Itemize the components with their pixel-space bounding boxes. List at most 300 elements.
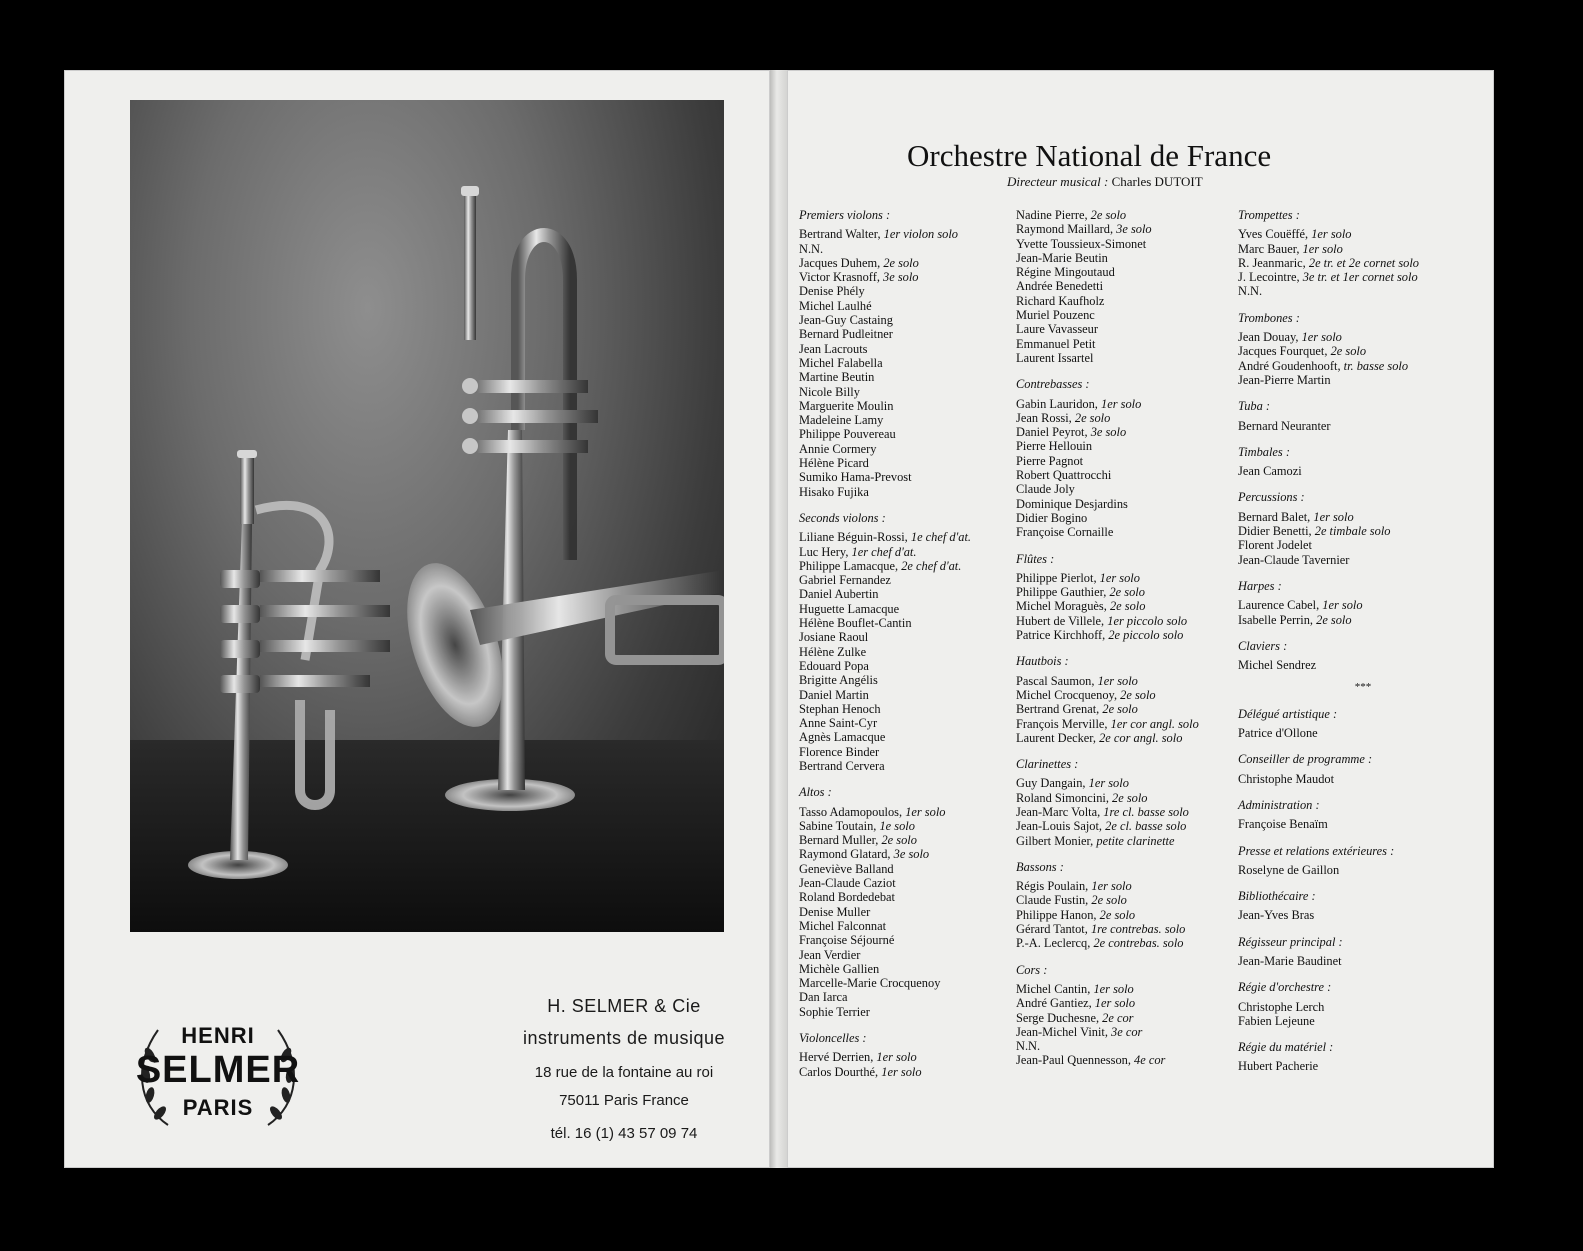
member-row: [799, 573, 1014, 587]
member-row: [799, 745, 1014, 759]
member-name: Michel Falabella: [799, 355, 883, 370]
member-row: [1016, 879, 1236, 893]
roster-section: [1016, 377, 1236, 539]
member-row: [1016, 982, 1236, 996]
member-row: [1016, 497, 1236, 511]
member-role: 2e solo: [1112, 790, 1148, 805]
member-name: Anne Saint-Cyr: [799, 716, 878, 731]
member-row: [799, 559, 1014, 573]
member-role: 1er solo: [1088, 776, 1129, 791]
member-row: [799, 673, 1014, 687]
member-name: Jean-Claude Caziot: [799, 876, 896, 891]
member-row: [799, 270, 1014, 284]
member-name: Pierre Hellouin: [1016, 439, 1093, 454]
member-row: [1016, 614, 1236, 628]
member-role: 2e cl. basse solo: [1105, 819, 1187, 834]
roster-section: [1238, 399, 1488, 433]
member-name: Bertrand Grenat,: [1016, 702, 1100, 717]
member-name: Emmanuel Petit: [1016, 336, 1096, 351]
member-role: 2e solo: [883, 255, 919, 270]
member-row: [799, 545, 1014, 559]
roster-section: [1238, 1040, 1488, 1074]
member-row: [799, 819, 1014, 833]
logo-word-selmer: SELMER: [135, 1049, 301, 1091]
member-role: 1er solo: [1101, 396, 1142, 411]
member-role: 1er solo: [1322, 598, 1363, 613]
member-row: [1238, 1059, 1488, 1073]
member-role: 1er solo: [1093, 981, 1134, 996]
member-row: [799, 1005, 1014, 1019]
member-name: Marc Bauer,: [1238, 241, 1300, 256]
member-row: [799, 659, 1014, 673]
member-row: [1238, 330, 1488, 344]
member-role: 2e solo: [1091, 893, 1127, 908]
member-row: [799, 399, 1014, 413]
member-name: Bertrand Walter,: [799, 227, 881, 242]
member-name: Denise Phély: [799, 284, 865, 299]
member-row: [799, 716, 1014, 730]
member-row: [1016, 294, 1236, 308]
member-row: [799, 962, 1014, 976]
member-name: Hélène Bouflet-Cantin: [799, 616, 912, 631]
member-name: Gérard Tantot,: [1016, 922, 1088, 937]
member-name: Dominique Desjardins: [1016, 496, 1128, 511]
ad-phone: tél. 16 (1) 43 57 09 74: [550, 1125, 698, 1142]
member-row: [799, 905, 1014, 919]
logo-word-henri: HENRI: [181, 1023, 255, 1048]
member-name: R. Jeanmaric,: [1238, 255, 1306, 270]
member-name: Huguette Lamacque: [799, 601, 900, 616]
member-row: [1016, 397, 1236, 411]
member-row: [1238, 1014, 1488, 1028]
member-name: Brigitte Angélis: [799, 673, 878, 688]
member-name: Philippe Hanon,: [1016, 907, 1097, 922]
member-row: [1238, 464, 1488, 478]
member-name: Régine Mingoutaud: [1016, 265, 1115, 280]
member-row: [1016, 308, 1236, 322]
member-name: Daniel Aubertin: [799, 587, 879, 602]
member-role: 2e chef d'at.: [901, 558, 962, 573]
roster-section: [1238, 935, 1488, 969]
member-name: Laurence Cabel,: [1238, 598, 1320, 613]
ad-company: H. SELMER & Cie: [547, 996, 701, 1016]
member-role: 2e timbale solo: [1314, 524, 1391, 539]
member-name: Roland Simoncini,: [1016, 790, 1109, 805]
member-row: [1016, 482, 1236, 496]
member-row: [1016, 351, 1236, 365]
member-row: [1238, 419, 1488, 433]
roster-section: [1238, 639, 1488, 673]
member-row: [1238, 553, 1488, 567]
member-name: Pierre Pagnot: [1016, 453, 1084, 468]
member-role: 3e solo: [883, 270, 919, 285]
member-role: 2e solo: [1109, 585, 1145, 600]
member-name: Richard Kaufholz: [1016, 293, 1105, 308]
member-name: Bernard Balet,: [1238, 509, 1311, 524]
member-name: Raymond Maillard,: [1016, 222, 1114, 237]
member-name: Sabine Toutain,: [799, 818, 877, 833]
member-row: [1016, 688, 1236, 702]
roster-section: [1016, 757, 1236, 848]
cornet: [389, 551, 724, 739]
director-role: Directeur musical :: [1007, 174, 1109, 189]
member-row: [799, 847, 1014, 861]
member-role: 2e tr. et 2e cornet solo: [1308, 255, 1420, 270]
member-name: Robert Quattrocchi: [1016, 468, 1112, 483]
member-row: [799, 442, 1014, 456]
member-row: [1016, 222, 1236, 236]
member-name: Serge Duchesne,: [1016, 1010, 1100, 1025]
roster-section: [1238, 980, 1488, 1028]
member-role: 1er solo: [881, 1064, 922, 1079]
member-name: Annie Cormery: [799, 441, 877, 456]
director-name: Charles DUTOIT: [1111, 174, 1203, 189]
member-name: Laurent Decker,: [1016, 730, 1096, 745]
member-row: [799, 427, 1014, 441]
member-row: [799, 299, 1014, 313]
roster-section: [1238, 707, 1488, 741]
member-row: [1238, 817, 1488, 831]
member-row: [1238, 772, 1488, 786]
section-heading: Flûtes :: [1016, 551, 1055, 566]
member-row: [1016, 237, 1236, 251]
member-role: 3e solo: [1116, 222, 1152, 237]
member-name: Michel Crocquenoy,: [1016, 687, 1118, 702]
roster-column-1: [799, 208, 1014, 1091]
member-row: [1016, 468, 1236, 482]
member-row: [1016, 511, 1236, 525]
member-row: [1016, 279, 1236, 293]
roster-section: [1238, 889, 1488, 923]
member-row: [799, 876, 1014, 890]
member-name: Isabelle Perrin,: [1238, 612, 1314, 627]
member-row: [1016, 628, 1236, 642]
page-title: Orchestre National de France: [907, 138, 1272, 173]
member-name: Florence Binder: [799, 744, 880, 759]
member-name: Gilbert Monier,: [1016, 833, 1094, 848]
member-role: 1er violon solo: [883, 227, 958, 242]
trumpets-photo: [130, 100, 724, 932]
section-heading: Régie du matériel :: [1238, 1040, 1334, 1055]
section-heading: Conseiller de programme :: [1238, 752, 1373, 767]
member-row: [1016, 208, 1236, 222]
member-row: [1016, 908, 1236, 922]
member-row: [799, 413, 1014, 427]
member-row: [799, 356, 1014, 370]
member-row: [799, 485, 1014, 499]
section-heading: Seconds violons :: [799, 510, 886, 525]
member-role: 1er solo: [905, 804, 946, 819]
member-name: Nicole Billy: [799, 384, 860, 399]
member-name: Philippe Gauthier,: [1016, 585, 1107, 600]
member-row: [1238, 344, 1488, 358]
member-role: 3e solo: [1090, 425, 1127, 440]
roster-section: [1238, 844, 1488, 878]
member-role: tr. basse solo: [1343, 358, 1409, 373]
member-name: Geneviève Balland: [799, 861, 894, 876]
section-heading: Presse et relations extérieures :: [1238, 843, 1395, 858]
member-name: Michel Sendrez: [1238, 658, 1317, 673]
book-gutter: [770, 70, 787, 1168]
member-name: Jacques Fourquet,: [1238, 344, 1328, 359]
member-row: [1016, 599, 1236, 613]
member-row: [1016, 819, 1236, 833]
member-name: Bernard Muller,: [799, 833, 879, 848]
section-heading: Percussions :: [1238, 490, 1305, 505]
member-row: [1016, 776, 1236, 790]
section-heading: Cors :: [1016, 962, 1048, 977]
member-name: Yvette Toussieux-Simonet: [1016, 236, 1147, 251]
member-role: petite clarinette: [1096, 833, 1175, 848]
member-role: 1er cor angl. solo: [1110, 716, 1199, 731]
member-role: 1er solo: [1091, 879, 1132, 894]
member-name: Edouard Popa: [799, 658, 869, 673]
member-row: [799, 890, 1014, 904]
roster-section: [799, 1031, 1014, 1079]
roster-section: [1238, 445, 1488, 479]
right-page: [787, 70, 1494, 1168]
member-row: [799, 862, 1014, 876]
member-row: [1016, 1039, 1236, 1053]
member-row: [1016, 1011, 1236, 1025]
member-role: 1e chef d'at.: [910, 530, 971, 545]
member-row: [1016, 425, 1236, 439]
member-name: Bertrand Cervera: [799, 758, 885, 773]
section-heading: Claviers :: [1238, 638, 1288, 653]
member-name: Agnès Lamacque: [799, 730, 886, 745]
member-role: 1er solo: [1097, 673, 1138, 688]
member-name: Jacques Duhem,: [799, 255, 881, 270]
member-row: [1016, 805, 1236, 819]
member-name: Philippe Lamacque,: [799, 558, 899, 573]
member-row: [799, 730, 1014, 744]
roster-column-2: [1016, 208, 1236, 1080]
member-name: Jean Camozi: [1238, 464, 1302, 479]
member-name: Sumiko Hama-Prevost: [799, 470, 912, 485]
member-name: N.N.: [1016, 1039, 1041, 1054]
member-name: Michel Cantin,: [1016, 981, 1091, 996]
member-row: [799, 284, 1014, 298]
member-role: 2e solo: [881, 833, 917, 848]
roster-section: [1238, 579, 1488, 627]
member-role: 2e contrebas. solo: [1093, 936, 1184, 951]
member-row: [1016, 571, 1236, 585]
roster-section: [1238, 208, 1488, 299]
member-name: Florent Jodelet: [1238, 538, 1312, 553]
member-row: [799, 602, 1014, 616]
member-name: Luc Hery,: [799, 544, 849, 559]
member-name: Patrice d'Ollone: [1238, 726, 1318, 741]
member-row: [799, 385, 1014, 399]
member-name: Nadine Pierre,: [1016, 208, 1088, 222]
member-row: [799, 702, 1014, 716]
member-name: Daniel Peyrot,: [1016, 425, 1088, 440]
member-row: [1016, 1053, 1236, 1067]
member-name: Jean-Marie Beutin: [1016, 250, 1108, 265]
member-role: 2e cor: [1102, 1010, 1134, 1025]
section-heading: Hautbois :: [1016, 654, 1069, 669]
member-name: André Goudenhooft,: [1238, 358, 1341, 373]
member-row: [1238, 242, 1488, 256]
roster-section: [1016, 860, 1236, 951]
member-name: Françoise Séjourné: [799, 933, 895, 948]
section-heading: Clarinettes :: [1016, 757, 1079, 772]
member-role: 1er piccolo solo: [1107, 613, 1188, 628]
member-row: [799, 242, 1014, 256]
member-name: Fabien Lejeune: [1238, 1013, 1315, 1028]
member-name: Claude Fustin,: [1016, 893, 1089, 908]
member-name: Gabin Lauridon,: [1016, 396, 1098, 411]
member-row: [799, 630, 1014, 644]
member-row: [1016, 674, 1236, 688]
roster-section: [1238, 798, 1488, 832]
member-name: Didier Bogino: [1016, 510, 1088, 525]
member-name: Hélène Picard: [799, 456, 869, 471]
section-heading: Violoncelles :: [799, 1031, 867, 1046]
member-name: Madeleine Lamy: [799, 413, 884, 428]
section-heading: Timbales :: [1238, 444, 1290, 459]
member-row: [799, 227, 1014, 241]
member-row: [799, 342, 1014, 356]
member-name: Jean-Marie Baudinet: [1238, 953, 1342, 968]
member-role: 1e solo: [879, 818, 915, 833]
member-row: [1238, 908, 1488, 922]
roster-section: [1016, 963, 1236, 1068]
member-name: Marguerite Moulin: [799, 398, 894, 413]
member-name: Hisako Fujika: [799, 484, 869, 499]
member-row: [1238, 270, 1488, 284]
roster-section: [799, 208, 1014, 499]
member-row: [799, 370, 1014, 384]
section-heading: Régisseur principal :: [1238, 934, 1343, 949]
member-name: Laure Vavasseur: [1016, 322, 1098, 337]
member-name: Jean-Pierre Martin: [1238, 372, 1331, 387]
member-row: [1016, 454, 1236, 468]
member-role: 1er chef d'at.: [851, 544, 917, 559]
member-name: Hubert de Villele,: [1016, 613, 1105, 628]
member-name: Philippe Pierlot,: [1016, 570, 1097, 585]
member-name: Yves Couëffé,: [1238, 227, 1309, 242]
member-row: [1016, 1025, 1236, 1039]
member-name: Régis Poulain,: [1016, 879, 1089, 894]
member-row: [1016, 337, 1236, 351]
member-role: 2e cor angl. solo: [1099, 730, 1183, 745]
roster-section: [1238, 752, 1488, 786]
member-name: Jean-Claude Tavernier: [1238, 552, 1350, 567]
section-heading: Altos :: [799, 785, 832, 800]
member-row: [1016, 834, 1236, 848]
member-row: [1238, 227, 1488, 241]
member-name: Dan Iarca: [799, 990, 848, 1005]
roster-section: [1016, 552, 1236, 643]
member-name: Roselyne de Gaillon: [1238, 862, 1340, 877]
member-name: Carlos Dourthé,: [799, 1064, 879, 1079]
member-row: [1016, 251, 1236, 265]
member-row: [1016, 996, 1236, 1010]
member-row: [799, 616, 1014, 630]
member-role: 1er solo: [1094, 996, 1136, 1011]
member-role: 3e solo: [893, 847, 930, 862]
ad-city: 75011 Paris France: [559, 1092, 689, 1109]
section-heading: Trompettes :: [1238, 208, 1300, 222]
member-name: P.-A. Leclercq,: [1016, 936, 1091, 951]
member-name: Hubert Pacherie: [1238, 1059, 1319, 1074]
roster-column-3: [1238, 208, 1488, 1086]
member-name: Jean-Paul Quennesson,: [1016, 1053, 1131, 1068]
member-row: [799, 470, 1014, 484]
member-role: 4e cor: [1134, 1053, 1166, 1068]
member-role: 1er solo: [1099, 570, 1140, 585]
section-heading: Premiers violons :: [799, 208, 891, 222]
member-name: Pascal Saumon,: [1016, 673, 1095, 688]
member-name: Jean Lacrouts: [799, 341, 868, 356]
member-row: [1238, 726, 1488, 740]
member-row: [799, 948, 1014, 962]
member-name: Christophe Lerch: [1238, 999, 1325, 1014]
member-row: [1238, 954, 1488, 968]
member-role: 2e solo: [1090, 208, 1127, 222]
member-name: Michel Moraguès,: [1016, 599, 1107, 614]
member-name: Philippe Pouvereau: [799, 427, 896, 442]
roster-section: [1238, 680, 1488, 694]
member-row: [1016, 922, 1236, 936]
member-row: [1016, 731, 1236, 745]
member-name: Tasso Adamopoulos,: [799, 804, 903, 819]
member-name: Michèle Gallien: [799, 961, 880, 976]
member-name: Françoise Benaïm: [1238, 817, 1328, 832]
member-role: 1re cl. basse solo: [1103, 804, 1189, 819]
member-role: 1er solo: [876, 1050, 917, 1065]
member-row: [799, 933, 1014, 947]
member-name: Stephan Henoch: [799, 701, 881, 716]
member-role: 1er solo: [1313, 509, 1354, 524]
selmer-logo: [128, 1005, 308, 1145]
member-name: Victor Krasnoff,: [799, 270, 880, 285]
member-name: Patrice Kirchhoff,: [1016, 628, 1106, 643]
member-role: 3e cor: [1111, 1024, 1143, 1039]
member-row: [799, 587, 1014, 601]
member-row: [1238, 538, 1488, 552]
member-row: [1238, 613, 1488, 627]
member-name: Guy Dangain,: [1016, 776, 1086, 791]
roster-section: [1238, 311, 1488, 387]
member-name: Christophe Maudot: [1238, 771, 1335, 786]
member-row: [1238, 359, 1488, 373]
member-row: [799, 759, 1014, 773]
ad-street: 18 rue de la fontaine au roi: [534, 1064, 714, 1081]
roster-section: [1238, 490, 1488, 566]
member-row: [799, 256, 1014, 270]
member-name: Jean-Marc Volta,: [1016, 804, 1101, 819]
member-row: [1238, 524, 1488, 538]
member-row: [799, 313, 1014, 327]
member-row: [799, 919, 1014, 933]
member-row: [799, 456, 1014, 470]
member-name: Michel Laulhé: [799, 298, 872, 313]
member-role: 1er solo: [1301, 330, 1342, 345]
member-name: Bernard Neuranter: [1238, 418, 1331, 433]
member-name: N.N.: [799, 241, 824, 256]
member-role: 2e solo: [1074, 410, 1111, 425]
member-row: [1238, 863, 1488, 877]
member-row: [799, 833, 1014, 847]
member-row: [1016, 525, 1236, 539]
member-name: Liliane Béguin-Rossi,: [799, 530, 908, 545]
member-row: [1238, 284, 1488, 298]
section-heading: Harpes :: [1238, 578, 1282, 593]
section-heading: Trombones :: [1238, 310, 1300, 325]
member-name: Jean Verdier: [799, 947, 861, 962]
